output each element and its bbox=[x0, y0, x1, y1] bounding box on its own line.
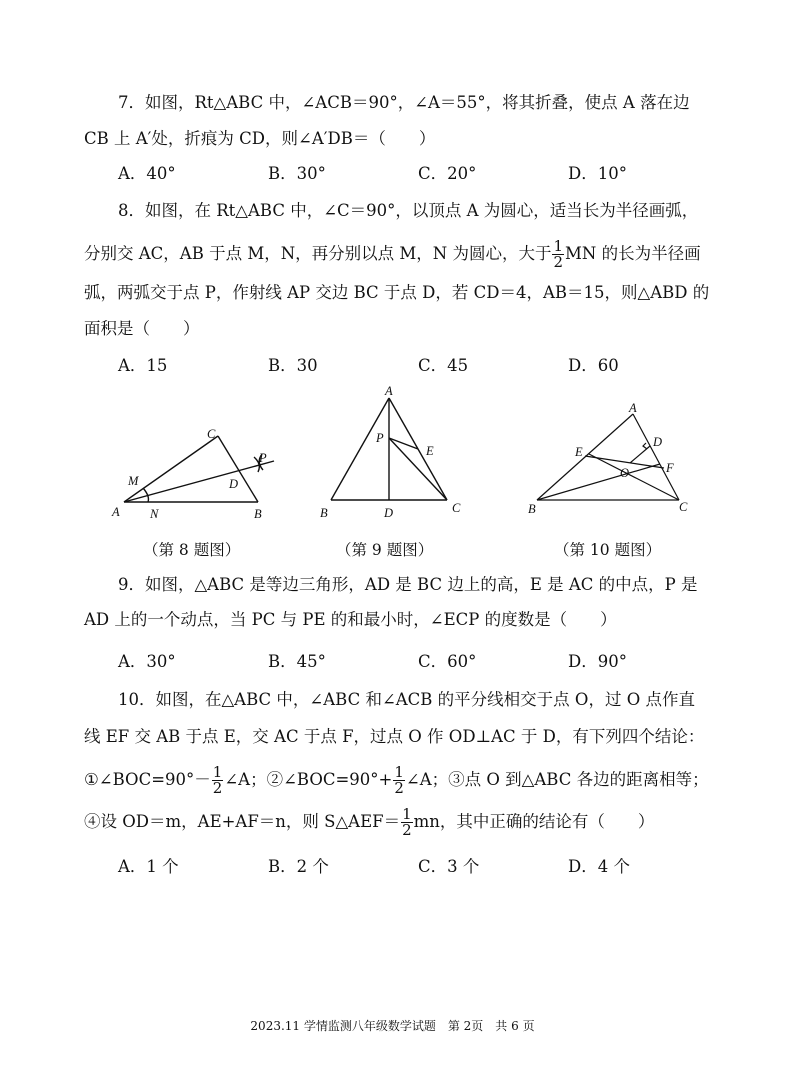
figure-10-labels bbox=[528, 401, 688, 516]
page-footer: 2023.11 学情监测八年级数学试题 第 2页 共 6 页 bbox=[250, 1019, 535, 1033]
q7-line2: CB 上 A′处，折痕为 CD，则∠A′DB＝（ ） bbox=[84, 129, 436, 148]
q8-line2 bbox=[84, 234, 701, 274]
fig9-label-a: A bbox=[385, 384, 393, 398]
fig8-side-ac bbox=[124, 436, 218, 502]
q10-line4-post: mn，其中正确的结论有（ ） bbox=[413, 812, 655, 831]
q9-line1: 9．如图，△ABC 是等边三角形，AD 是 BC 边上的高，E 是 AC 的中点，P 是 bbox=[118, 575, 698, 594]
fig9-segment-pc bbox=[389, 438, 447, 500]
fig9-label-b: B bbox=[320, 506, 328, 520]
q10-line4 bbox=[84, 800, 654, 844]
q10-option-b: B．2 个 bbox=[268, 857, 329, 876]
q7-option-c: C．20° bbox=[418, 164, 477, 183]
figure-8-labels bbox=[111, 427, 267, 521]
q9-line2: AD 上的一个动点，当 PC 与 PE 的和最小时，∠ECP 的度数是（ ） bbox=[84, 610, 617, 629]
fig10-bisector-bf bbox=[537, 464, 660, 500]
fig8-label-n: N bbox=[150, 507, 159, 521]
fig9-label-e: E bbox=[426, 444, 434, 458]
fig9-caption: （第 9 题图） bbox=[336, 541, 434, 559]
fig9-label-c: C bbox=[452, 501, 461, 515]
q10-conclusion-2: ∠A；②∠BOC=90°+ bbox=[224, 770, 393, 789]
fig10-right-angle bbox=[643, 443, 647, 449]
fig10-label-b: B bbox=[528, 502, 536, 516]
fig10-caption: （第 10 题图） bbox=[554, 541, 662, 559]
q10-conclusion-1: ①∠BOC=90°－ bbox=[84, 770, 211, 789]
q8-line2-post: MN 的长为半径画 bbox=[565, 244, 701, 263]
q10-line1: 10．如图，在△ABC 中，∠ABC 和∠ACB 的平分线相交于点 O，过 O 点作直 bbox=[118, 690, 695, 709]
fig8-side-cb bbox=[218, 436, 258, 502]
fig10-label-a: A bbox=[629, 401, 637, 415]
q10-option-c: C．3 个 bbox=[418, 857, 480, 876]
fig8-label-a: A bbox=[112, 505, 120, 519]
figure-10 bbox=[537, 414, 679, 500]
fig8-arc-mn bbox=[143, 488, 148, 502]
q7-option-a: A．40° bbox=[118, 164, 176, 183]
q8-option-a: A．15 bbox=[118, 356, 168, 375]
q9-option-d: D．90° bbox=[568, 652, 627, 671]
fig10-label-o: O bbox=[620, 466, 630, 480]
fig10-side-ab bbox=[537, 414, 633, 500]
fig10-label-e: E bbox=[575, 445, 583, 459]
q10-option-a: A．1 个 bbox=[118, 857, 179, 876]
fig9-side-ab bbox=[331, 398, 389, 500]
q8-line4: 面积是（ ） bbox=[84, 319, 200, 338]
q8-fraction: $\frac{1}{2}$ bbox=[553, 237, 564, 271]
q8-line1: 8．如图，在 Rt△ABC 中，∠C＝90°，以顶点 A 为圆心，适当长为半径画弧， bbox=[118, 201, 699, 220]
figures-area bbox=[0, 380, 785, 540]
q7-line1: 7．如图，Rt△ABC 中，∠ACB＝90°，∠A＝55°，将其折叠，使点 A 落在边 bbox=[118, 93, 690, 112]
q7-option-d: D．10° bbox=[568, 164, 627, 183]
fig8-label-m: M bbox=[128, 474, 139, 488]
fig9-label-d: D bbox=[384, 506, 394, 520]
q8-line3: 弧，两弧交于点 P，作射线 AP 交边 BC 于点 D，若 CD＝4，AB＝15，则△ABD 的 bbox=[84, 283, 710, 302]
q9-option-b: B．45° bbox=[268, 652, 326, 671]
fig8-label-c: C bbox=[207, 427, 216, 441]
fig8-label-p: P bbox=[259, 451, 267, 465]
fig10-label-c: C bbox=[679, 500, 688, 514]
q7-option-b: B．30° bbox=[268, 164, 326, 183]
q10-conclusion-4: ④设 OD＝m，AE+AF＝n，则 S△AEF＝ bbox=[84, 812, 401, 831]
figure-8 bbox=[124, 436, 274, 502]
q8-option-b: B．30 bbox=[268, 356, 318, 375]
fig9-label-p: P bbox=[376, 431, 384, 445]
fig10-label-d: D bbox=[653, 435, 663, 449]
q10-line3 bbox=[84, 758, 709, 802]
fig8-caption: （第 8 题图） bbox=[143, 541, 241, 559]
fig8-label-b: B bbox=[254, 507, 262, 521]
fig10-label-f: F bbox=[666, 461, 674, 475]
q10-conclusion-3: ∠A；③点 O 到△ABC 各边的距离相等； bbox=[405, 770, 709, 789]
q10-fraction-3: $\frac{1}{2}$ bbox=[402, 805, 412, 839]
q8-line2-pre: 分别交 AC，AB 于点 M，N，再分别以点 M，N 为圆心，大于 bbox=[84, 244, 552, 263]
fig8-label-d: D bbox=[229, 477, 239, 491]
q9-option-c: C．60° bbox=[418, 652, 477, 671]
q8-option-c: C．45 bbox=[418, 356, 469, 375]
fig10-side-ac bbox=[633, 414, 679, 500]
q9-option-a: A．30° bbox=[118, 652, 176, 671]
q10-fraction-2: $\frac{1}{2}$ bbox=[394, 763, 404, 797]
fig8-ray-ap bbox=[124, 461, 274, 502]
q8-option-d: D．60 bbox=[568, 356, 619, 375]
q10-option-d: D．4 个 bbox=[568, 857, 630, 876]
q10-fraction-1: $\frac{1}{2}$ bbox=[212, 763, 223, 797]
q10-line2: 线 EF 交 AB 于点 E，交 AC 于点 F，过点 O 作 OD⊥AC 于 D，有下列四个结论： bbox=[84, 727, 705, 746]
